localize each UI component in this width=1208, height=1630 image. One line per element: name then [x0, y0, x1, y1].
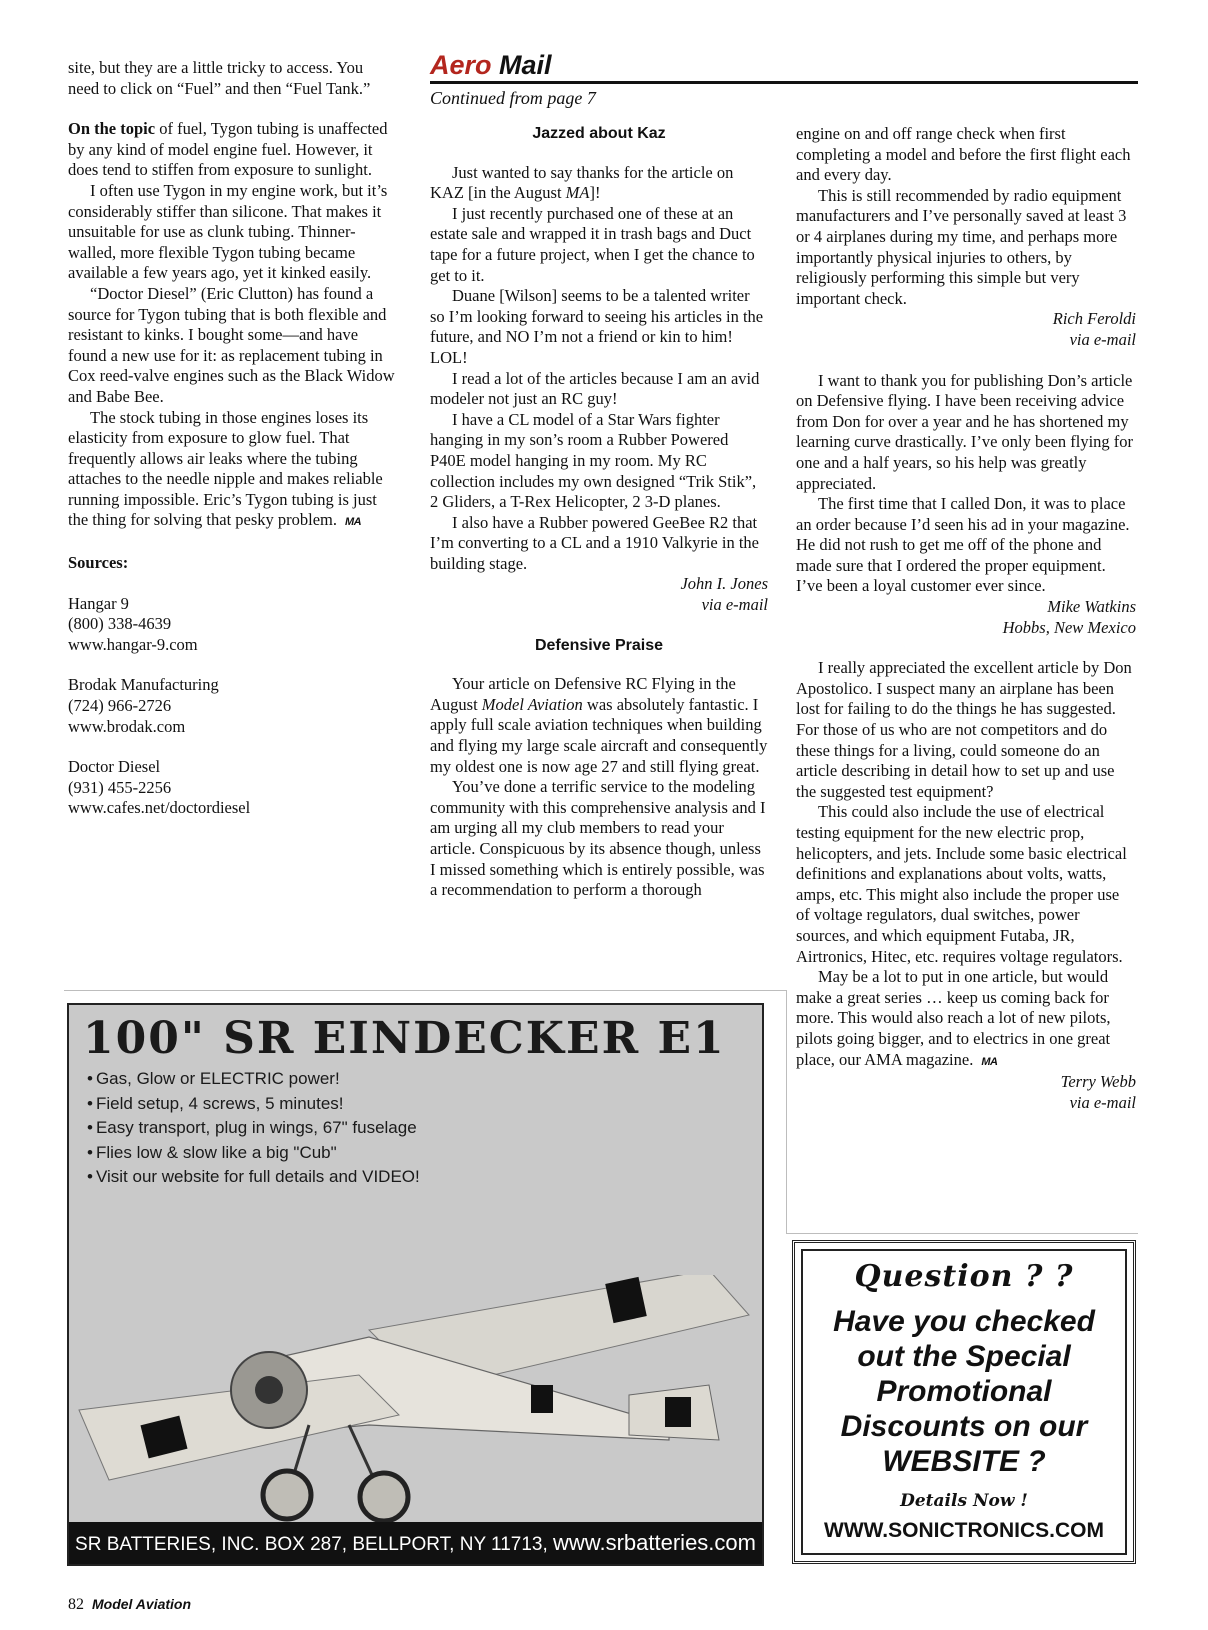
section-title-aero: Aero [430, 50, 492, 80]
source-web[interactable]: www.cafes.net/doctordiesel [68, 798, 251, 818]
paragraph: I also have a Rubber powered GeeBee R2 that I’m converting to a CL and a 1910 Valkyrie in the building stage. [430, 512, 760, 573]
section-header [430, 50, 1138, 109]
ad-message-line: Have you checked [833, 1305, 1095, 1338]
folio [68, 1596, 191, 1614]
source-name: Hangar 9 [68, 593, 129, 613]
paragraph [796, 967, 1136, 1072]
paragraph [68, 408, 396, 534]
signature-location: Hobbs, New Mexico [1002, 617, 1136, 637]
column-left [68, 58, 396, 819]
ad-message [803, 1304, 1125, 1479]
signature-location: via e-mail [701, 595, 768, 615]
paragraph-text: The stock tubing in those engines loses its elasticity from exposure to glow fuel. That frequently allows air leaks where the tubing attaches to the needle nipple and makes reliable running impossible. Eric’s Tygon tubing is just the thing for solving that pesky problem. [68, 407, 383, 530]
ad-message-line: WEBSITE ? [882, 1445, 1046, 1478]
source-web[interactable]: www.hangar-9.com [68, 634, 198, 654]
source-name: Doctor Diesel [68, 757, 161, 777]
section-title-mail: Mail [499, 50, 552, 80]
ad-bullet: • Flies low & slow like a big "Cub" [87, 1141, 420, 1166]
ad-footer-address: SR BATTERIES, INC. BOX 287, BELLPORT, NY 11713, [75, 1534, 554, 1555]
column-right [796, 124, 1136, 1113]
ad-bullet-list [87, 1067, 420, 1190]
ad-bullet: • Visit our website for full details and VIDEO! [87, 1165, 420, 1190]
letter-heading: Defensive Praise [534, 636, 664, 654]
paragraph: I just recently purchased one of these at an estate sale and wrapped it in trash bags and Duct tape for a future project, when I get the chance to get to it. [430, 203, 755, 285]
source-entry [68, 594, 396, 656]
magazine-name: Model Aviation [92, 1596, 192, 1612]
paragraph: I really appreciated the excellent article by Don Apostolico. I suspect many an airplane has been lost for failing to do the things he has suggested. For those of us who are not competitors and do these things for a living, could someone do an article describing in detail how to set up and use the suggested test equipment? [796, 658, 1132, 801]
paragraph: site, but they are a little tricky to access. You need to click on “Fuel” and then “Fuel Tank.” [68, 58, 371, 98]
paragraph: I read a lot of the articles because I am an avid modeler not just an RC guy! [430, 368, 760, 409]
source-entry [68, 757, 396, 819]
ad-website[interactable]: WWW.SONICTRONICS.COM [824, 1519, 1104, 1542]
paragraph-text: ]! [589, 183, 601, 203]
end-mark: MA [981, 1055, 998, 1068]
ad-bullet: • Field setup, 4 screws, 5 minutes! [87, 1092, 420, 1117]
paragraph: I want to thank you for publishing Don’s article on Defensive flying. I have been receiving advice from Don for over a year and he has shortened my learning curve drastically. I’ve only been flying for one and a half years, so his help was greatly appreciated. [796, 370, 1134, 493]
frame-rule [786, 990, 787, 1234]
ad-message-line: Discounts on our [840, 1410, 1088, 1443]
ad-footer-url[interactable]: www.srbatteries.com [553, 1530, 756, 1555]
paragraph: “Doctor Diesel” (Eric Clutton) has found a source for Tygon tubing that is both flexible and resistant to kinks. I bought some—and have found a new use for it: as replacement tubing in Cox reed-valve engines such as the Black Widow and Babe Bee. [68, 283, 395, 406]
paragraph-text: of fuel, Tygon tubing is unaffected by any kind of model engine fuel. However, it does tend to stiffen from exposure to sunlight. [68, 119, 388, 180]
paragraph [430, 674, 768, 777]
paragraph: This is still recommended by radio equipment manufacturers and I’ve personally saved at least 3 or 4 airplanes during my time, and perhaps more importantly physical injuries to others, by religiously performing this simple but very important check. [796, 185, 1127, 308]
frame-rule [786, 1233, 1138, 1234]
paragraph: I have a CL model of a Star Wars fighter hanging in my son’s room a Rubber Powered P40E model hanging in my room. My RC collection includes my own designed “Trik Stik”, 2 Gliders, a T-Rex Helicopter, 2 3-D planes. [430, 409, 757, 512]
column-middle [430, 124, 768, 901]
paragraph-text: Just wanted to say thanks for the article on KAZ [in the August [430, 162, 734, 203]
ad-message-line: Promotional [876, 1375, 1052, 1408]
paragraph: I often use Tygon in my engine work, but it’s considerably stiffer than silicone. That makes it unsuitable for use as clunk tubing. Thinner-walled, more flexible Tygon tubing became available a few years ago, yet it kinked easily. [68, 180, 388, 283]
ad-inner-frame [801, 1249, 1127, 1555]
signature-name: Rich Feroldi [1052, 309, 1136, 329]
ad-bullet: • Easy transport, plug in wings, 67" fuselage [87, 1116, 420, 1141]
section-title [430, 50, 1138, 80]
monoplane-illustration [69, 1275, 764, 1530]
sources-label-text: Sources: [68, 553, 129, 573]
letter-heading: Jazzed about Kaz [532, 125, 666, 142]
signature-name: John I. Jones [680, 574, 768, 594]
ad-message-line: out the Special [857, 1340, 1071, 1373]
paragraph: You’ve done a terrific service to the modeling community with this comprehensive analysis and I am urging all my club members to read your article. Conspicuous by its absence though, unless I missed something which is entirely possible, was a recommendation to perform a thorough [430, 777, 766, 900]
ad-question: Question ? ? [854, 1259, 1074, 1294]
paragraph [68, 119, 396, 181]
continued-note: Continued from page 7 [430, 88, 596, 108]
signature-name: Terry Webb [1060, 1072, 1136, 1092]
header-rule [430, 81, 1138, 84]
source-phone: (931) 455-2256 [68, 777, 172, 797]
paragraph: This could also include the use of electrical testing equipment for the new electric prop, helicopters, and jets. Include some basic electrical definitions and explanations about volts, watts, amps, etc. This might also include the proper use of voltage regulators, dual switches, power sources, and which equipment Futaba, JR, Airtronics, Hitec, etc. requires voltage regulators. [796, 802, 1127, 966]
eindecker-ad[interactable] [67, 1003, 764, 1566]
signature-location: via e-mail [1069, 1092, 1136, 1112]
page-number: 82 [68, 1596, 84, 1613]
sonictronics-ad[interactable] [792, 1240, 1136, 1564]
source-phone: (724) 966-2726 [68, 696, 172, 716]
ad-details: Details Now ! [900, 1491, 1028, 1511]
paragraph-text: was absolutely fantastic. I apply full scale aviation techniques when building and flying my large scale aircraft and consequently my oldest one is now age 27 and still flying great. [430, 694, 768, 776]
paragraph: engine on and off range check when first completing a model and before the first flight each and every day. [796, 124, 1131, 185]
paragraph-text: Your article on Defensive RC Flying in the August [430, 674, 736, 714]
italic-text: MA [565, 183, 590, 203]
paragraph-text: May be a lot to put in one article, but would make a great series … keep us coming back for more. This would also reach a lot of new pilots, pilots going bigger, and to electrics in one great place, our AMA magazine. [796, 967, 1111, 1069]
ad-footer [69, 1522, 762, 1564]
ad-title: 100" SR EINDECKER E1 [83, 1013, 726, 1064]
signature-name: Mike Watkins [1047, 597, 1136, 617]
sources-label [68, 553, 396, 574]
paragraph: The first time that I called Don, it was to place an order because I’d seen his ad in your magazine. He did not rush to get me off of the phone and made sure that I ordered the proper equipment. I’ve been a loyal customer ever since. [796, 494, 1130, 596]
italic-text: Model Aviation [481, 694, 583, 714]
source-web[interactable]: www.brodak.com [68, 716, 186, 736]
source-entry [68, 675, 396, 737]
signature-location: via e-mail [1069, 329, 1136, 349]
source-phone: (800) 338-4639 [68, 614, 172, 634]
source-name: Brodak Manufacturing [68, 675, 219, 695]
end-mark: MA [345, 516, 362, 529]
frame-rule [64, 990, 786, 991]
ad-bullet: • Gas, Glow or ELECTRIC power! [87, 1067, 420, 1092]
paragraph [430, 163, 768, 204]
paragraph: Duane [Wilson] seems to be a talented writer so I’m looking forward to seeing his articles in the future, and NO I’m not a friend or kin to him! LOL! [430, 286, 764, 367]
run-in-head: On the topic [68, 119, 156, 139]
